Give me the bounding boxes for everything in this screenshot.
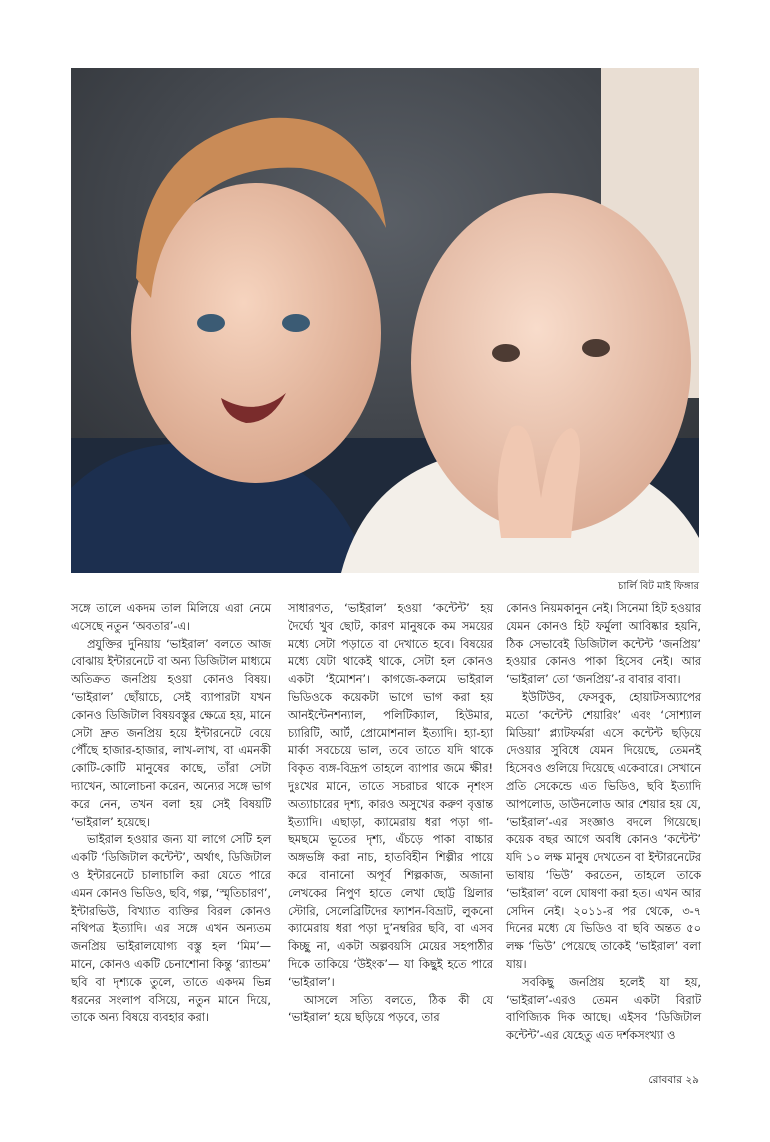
article-column-1 <box>71 600 271 1027</box>
article-column-3 <box>506 600 701 1045</box>
paragraph: সাধারণত, ‘ভাইরাল’ হওয়া ‘কন্টেন্ট’ হয় দৈর্ঘ্যে খুব ছোট, কারণ মানুষকে কম সময়ের মধ্যে সেটা পড়াতে বা দেখাতে হবে। বিষয়ের মধ্যে যেটা থাকেই থাকে, সেটা হল কোনও একটা ‘ইমোশন’। কাগজে-কলমে ভাইরাল ভিডিওকে কয়েকটা ভাগে ভাগ করা হয় আনইন্টেনশন্যাল, পলিটিক্যাল, হিউমার, চ্যারিটি, আর্ট, প্রোমোশনাল ইত্যাদি। হ্যা-হ্যা মার্কা সবচেয়ে ভাল, তবে তাতে যদি থাকে বিকৃত ব্যঙ্গ-বিদ্রূপ তাহলে ব্যাপার জমে ক্ষীর! দুঃখের মানে, তাতে সচরাচর থাকে নৃশংস অত্যাচারের দৃশ্য, কারও অসুখের করুণ বৃত্তান্ত ইত্যাদি। এছাড়া, ক্যামেরায় ধরা পড়া গা-ছমছমে ভূতের দৃশ্য, এঁচড়ে পাকা বাচ্চার অঙ্গভঙ্গি করা নাচ, হাতবিহীন শিল্পীর পায়ে করে বানানো অপূর্ব শিল্পকাজ, অজানা লেখকের নিপুণ হাতে লেখা ছোট্ট থ্রিলার স্টোরি, সেলেব্রিটিদের ফ্যাশন-বিভ্রাট, লুকনো ক্যামেরায় ধরা পড়া দু’নম্বরির ছবি, বা এসব কিচ্ছু না, একটা অল্পবয়সি মেয়ের সহপাঠীর দিকে তাকিয়ে ‘উইংক’— যা কিছুই হতে পারে ‘ভাইরাল’। <box>288 602 493 989</box>
paragraph: ইউটিউব, ফেসবুক, হোয়াটসঅ্যাপের মতো ‘কন্টেন্ট শেয়ারিং’ এবং ‘সোশ্যাল মিডিয়া’ প্ল্যাটফর্মরা এসে কন্টেন্ট ছড়িয়ে দেওয়ার সুবিধে যেমন দিয়েছে, তেমনই হিসেবও গুলিয়ে দিয়েছে একেবারে। সেখানে প্রতি সেকেন্ডে এত ভিডিও, ছবি ইত্যাদি আপলোড, ডাউনলোড আর শেয়ার হয় যে, ‘ভাইরাল’-এর সংজ্ঞাও বদলে গিয়েছে। কয়েক বছর আগে অবধি কোনও ‘কন্টেন্ট’ যদি ১০ লক্ষ মানুষ দেখতেন বা ইন্টারনেটের ভাষায় ‘ভিউ’ করতেন, তাহলে তাকে ‘ভাইরাল’ বলে ঘোষণা করা হত। এখন আর সেদিন নেই। ২০১১-র পর থেকে, ৩-৭ দিনের মধ্যে যে ভিডিও বা ছবি অন্তত ৫০ লক্ষ ‘ভিউ’ পেয়েছে তাকেই ‘ভাইরাল’ বলা যায়। <box>506 690 701 971</box>
paragraph: ভাইরাল হওয়ার জন্য যা লাগে সেটি হল একটি ‘ডিজিটাল কন্টেন্ট’, অর্থাৎ, ডিজিটাল ও ইন্টারনেটে চালাচালি করা যেতে পারে এমন কোনও ভিডিও, ছবি, গল্প, ‘স্মৃতিচারণ’, ইন্টারভিউ, বিখ্যাত ব্যক্তির বিরল কোনও নথিপত্র ইত্যাদি। এর সঙ্গে এখন অন্যতম জনপ্রিয় ভাইরালযোগ্য বস্তু হল ‘মিম’— মানে, কোনও একটি চেনাশোনা কিন্তু ‘র‍্যান্ডম’ ছবি বা দৃশ্যকে তুলে, তাতে একদম ভিন্ন ধরনের সংলাপ বসিয়ে, নতুন মানে দিয়ে, তাকে অন্য বিষয়ে ব্যবহার করা। <box>71 833 271 1025</box>
page-folio: রোববার ২৯ <box>648 1074 699 1086</box>
paragraph: প্রযুক্তির দুনিয়ায় ‘ভাইরাল’ বলতে আজ বোঝায় ইন্টারনেটে বা অন্য ডিজিটাল মাধ্যমে অতিক্রত জনপ্রিয় হওয়া কোনও বিষয়। ‘ভাইরাল’ ছোঁয়াচে, সেই ব্যাপারটা যখন কোনও ডিজিটাল বিষয়বস্তুর ক্ষেত্রে হয়, মানে সেটা দ্রুত জনপ্রিয় হয়ে ইন্টারনেটে বেয়ে পৌঁছে হাজার-হাজার, লাখ-লাখ, বা এমনকী কোটি-কোটি মানুষের কাছে, তাঁরা সেটা দ্যাখেন, আলোচনা করেন, অন্যের সঙ্গে ভাগ করে নেন, তখন বলা হয় সেই বিষয়টি ‘ভাইরাল’ হয়েছে। <box>71 637 271 829</box>
paragraph: সবকিছু জনপ্রিয় হলেই যা হয়, ‘ভাইরাল’-এরও তেমন একটা বিরাট বাণিজ্যিক দিক আছে। এইসব ‘ডিজিটাল কন্টেন্ট’-এর যেহেতু এত দর্শকসংখ্যা ও <box>506 975 701 1043</box>
article-photo <box>71 68 699 573</box>
paragraph: সঙ্গে তালে একদম তাল মিলিয়ে এরা নেমে এসেছে নতুন ‘অবতার’-এ। <box>71 602 271 633</box>
photo-babies-image <box>71 68 699 573</box>
photo-caption: চার্লি বিট মাই ফিঙ্গার <box>618 581 699 592</box>
paragraph: কোনও নিয়মকানুন নেই। সিনেমা হিট হওয়ার যেমন কোনও হিট ফর্মুলা আবিষ্কার হয়নি, ঠিক সেভাবেই ডিজিটাল কন্টেন্ট ‘জনপ্রিয়’ হওয়ার কোনও পাকা হিসেব নেই। আর ‘ভাইরাল’ তো ‘জনপ্রিয়’-র বাবার বাবা। <box>506 602 701 687</box>
paragraph: আসলে সত্যি বলতে, ঠিক কী যে ‘ভাইরাল’ হয়ে ছড়িয়ে পড়বে, তার <box>288 993 493 1025</box>
article-column-2 <box>288 600 493 1027</box>
